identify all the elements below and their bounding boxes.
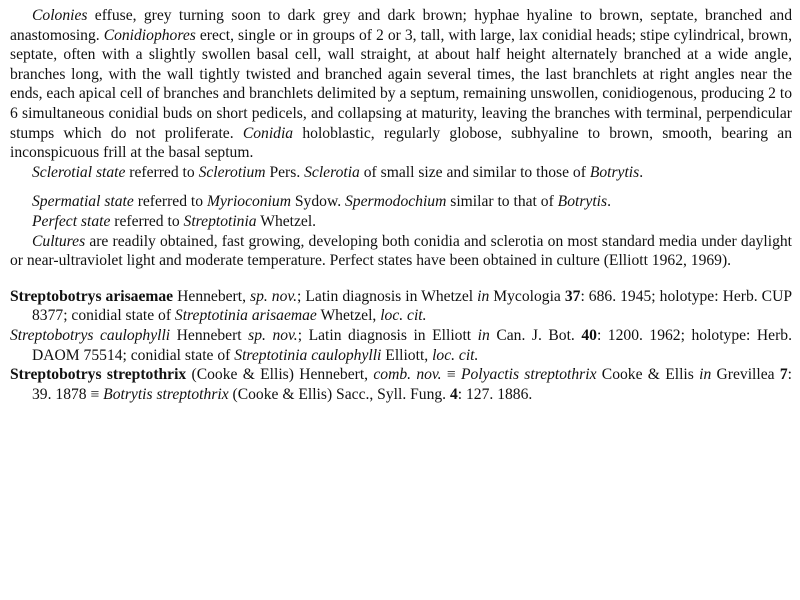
perfect-state-paragraph: Perfect state referred to Streptotinia Whetzel. xyxy=(32,212,317,230)
species-name: Streptobotrys arisaemae xyxy=(10,287,174,305)
species-name: Streptobotrys streptothrix xyxy=(10,366,187,384)
species-name: Streptobotrys caulophylli xyxy=(10,326,171,344)
sclerotial-state-paragraph: Sclerotial state referred to Sclerotium Pers. Sclerotia of small size and similar to those of Botrytis. xyxy=(32,163,644,181)
species-entry-streptothrix: Streptobotrys streptothrix (Cooke & Ellis) Hennebert, comb. nov. ≡ Polyactis streptothrix Cooke & Ellis in Grevillea 7: 39. 1878 ≡ Botrytis streptothrix (Cooke & Ellis) Sacc., Syll. Fung. 4: 127. 1886. xyxy=(10,366,792,403)
species-entry-caulophylli: Streptobotrys caulophylli Hennebert sp. nov.; Latin diagnosis in Elliott in Can. J. Bot. 40: 1200. 1962; holotype: Herb. DAOM 75514; conidial state of Streptotinia caulophylli Elliott, loc. cit. xyxy=(10,326,792,364)
spermatial-state-paragraph: Spermatial state referred to Myrioconium Sydow. Spermodochium similar to that of Botrytis. xyxy=(32,193,611,211)
species-entry-arisaemae: Streptobotrys arisaemae Hennebert, sp. nov.; Latin diagnosis in Whetzel in Mycologia 37: 686. 1945; holotype: Herb. CUP 8377; conidial state of Streptotinia arisaemae Whetzel, loc. cit. xyxy=(10,287,793,325)
colonies-paragraph: Colonies effuse, grey turning soon to dark grey and dark brown; hyphae hyaline to brown, septate, branched and anastomosing. Conidiophores erect, single or in groups of 2 or 3, tall, with large, lax conidial heads; stipe cylindrical, brown, septate, often with a slightly swollen basal cell, wall straight, at about half height alternately branched at a wide angle, branches long, with the wall tightly twisted and branched again several times, the last branchlets at right angles near the ends, each apical cell of branches and branchlets delimited by a septum, remaining unswollen, conidiogenous, producing 2 to 6 simultaneous conidial buds on short pedicels, and collapsing at maturity, leaving the branches with terminal, perpendicular stumps which do not proliferate. Conidia holoblastic, regularly globose, subhyaline to brown, smooth, bearing an inconspicuous frill at the basal septum. xyxy=(10,7,792,162)
cultures-paragraph: Cultures are readily obtained, fast growing, developing both conidia and sclerotia on most standard media under daylight or near-ultraviolet light and moderate temperature. Perfect states have been obtained in culture (Elliott 1962, 1969). xyxy=(10,232,792,270)
document-page xyxy=(10,6,792,404)
